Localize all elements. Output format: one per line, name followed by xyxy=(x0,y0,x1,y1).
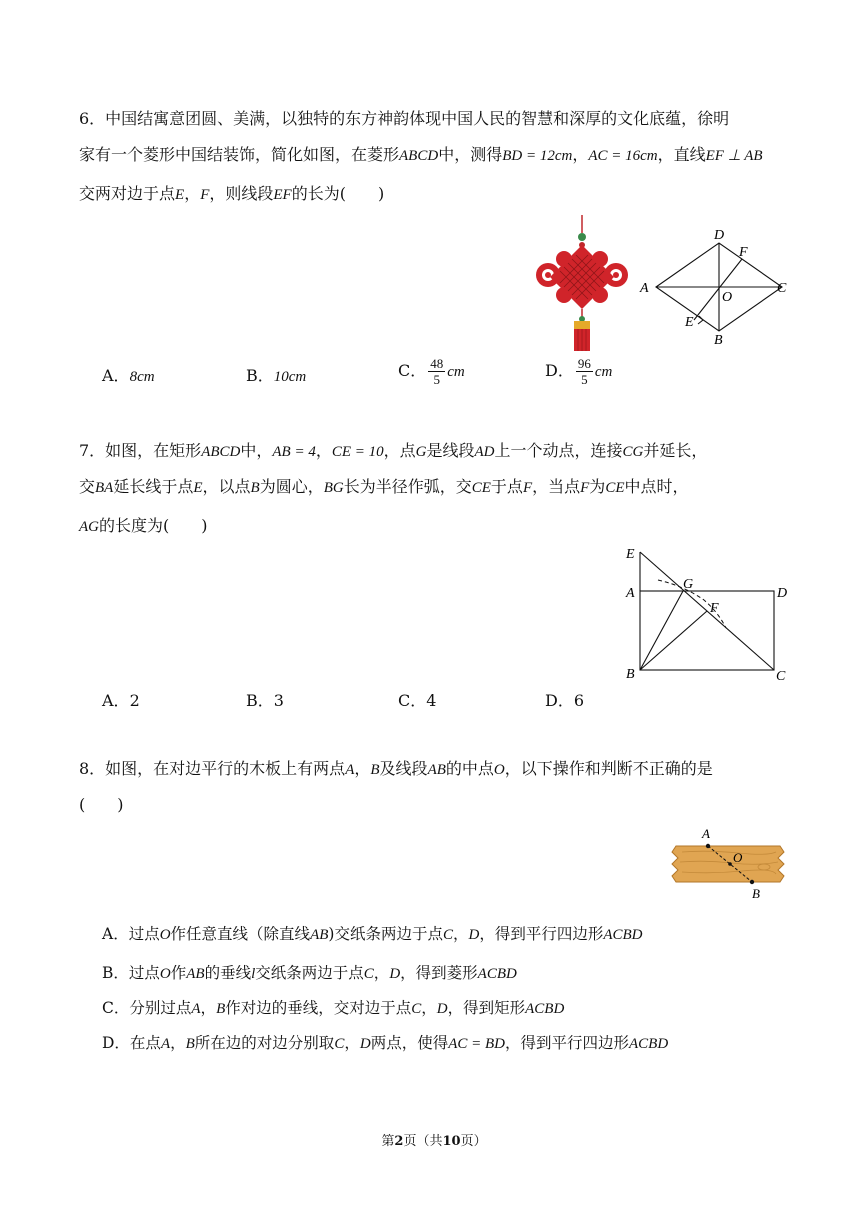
q7-line-1: 7．如图，在矩形ABCD中，AB = 4，CE = 10，点G是线段AD上一个动点，连接CG并延长， xyxy=(79,441,708,460)
rhombus-label-c: C xyxy=(777,281,787,296)
board-label-a: A xyxy=(702,826,710,841)
q7-line-3: AG的长度为( ) xyxy=(79,516,208,535)
q7-choice-d[interactable]: D．6 xyxy=(545,691,585,710)
q6-choice-a[interactable]: A．8cm xyxy=(102,366,155,385)
fraction: $\frac{96}{5}$ xyxy=(577,356,591,387)
page-footer: 第2页（共10页） xyxy=(381,1134,487,1149)
q7-choice-a[interactable]: A．2 xyxy=(102,691,140,710)
rect-label-b: B xyxy=(626,667,635,682)
q7-choice-b[interactable]: B．3 xyxy=(246,691,284,710)
q8-option-a[interactable]: A．过点O作任意直线（除直线AB)交纸条两边于点C，D，得到平行四边形ACBD xyxy=(102,925,643,943)
q8-option-c[interactable]: C．分别过点A，B作对边的垂线，交对边于点C，D，得到矩形ACBD xyxy=(102,999,565,1017)
rect-label-d: D xyxy=(777,586,788,601)
q6-line-2: 家有一个菱形中国结装饰，简化如图，在菱形ABCD中，测得BD = 12cm，AC = 16cm，直线EF ⊥ AB xyxy=(79,145,763,164)
q8-option-b[interactable]: B．过点O作AB的垂线l交纸条两边于点C，D，得到菱形ACBD xyxy=(102,964,517,982)
page-number: 2 xyxy=(394,1134,404,1149)
wood-board-figure xyxy=(668,822,792,902)
rect-label-e: E xyxy=(626,547,635,562)
board-label-b: B xyxy=(752,886,760,901)
rhombus-label-e: E xyxy=(685,315,694,330)
q8-line-2: ( ) xyxy=(79,795,124,814)
q8-option-d[interactable]: D．在点A，B所在边的对边分别取C，D两点，使得AC = BD，得到平行四边形ACBD xyxy=(102,1034,669,1052)
rectangle-figure xyxy=(622,542,794,684)
q8-line-1: 8．如图，在对边平行的木板上有两点A，B及线段AB的中点O，以下操作和判断不正确的是 xyxy=(79,759,713,778)
rhombus-label-b: B xyxy=(714,333,723,348)
fraction: $\frac{48}{5}$ xyxy=(430,356,444,387)
q6-choice-d[interactable]: D． $\frac{96}{5}$ cm xyxy=(545,356,613,387)
knot-body xyxy=(536,245,628,309)
rect-label-f: F xyxy=(710,601,719,616)
rhombus-label-a: A xyxy=(640,281,649,296)
rhombus-label-d: D xyxy=(714,228,725,243)
total-pages: 10 xyxy=(442,1134,461,1149)
q6-line-1: 6．中国结寓意团圆、美满，以独特的东方神韵体现中国人民的智慧和深厚的文化底蕴，徐明 xyxy=(79,109,730,128)
rect-label-a: A xyxy=(626,586,635,601)
q7-choice-c[interactable]: C．4 xyxy=(398,691,437,710)
q6-choice-b[interactable]: B．10cm xyxy=(246,366,307,385)
q6-choice-c[interactable]: C． $\frac{48}{5}$ cm xyxy=(398,356,465,387)
q6-line-3: 交两对边于点E，F，则线段EF的长为( ) xyxy=(79,184,385,203)
board-label-o: O xyxy=(733,850,743,865)
rect-label-c: C xyxy=(776,669,786,684)
rhombus-figure xyxy=(636,225,796,350)
chinese-knot-image xyxy=(530,215,634,355)
rhombus-label-f: F xyxy=(739,245,748,260)
rhombus-label-o: O xyxy=(722,290,733,305)
q7-line-2: 交BA延长线于点E，以点B为圆心，BG长为半径作弧，交CE于点F，当点F为CE中点时， xyxy=(79,477,689,496)
rect-label-g: G xyxy=(683,577,694,592)
